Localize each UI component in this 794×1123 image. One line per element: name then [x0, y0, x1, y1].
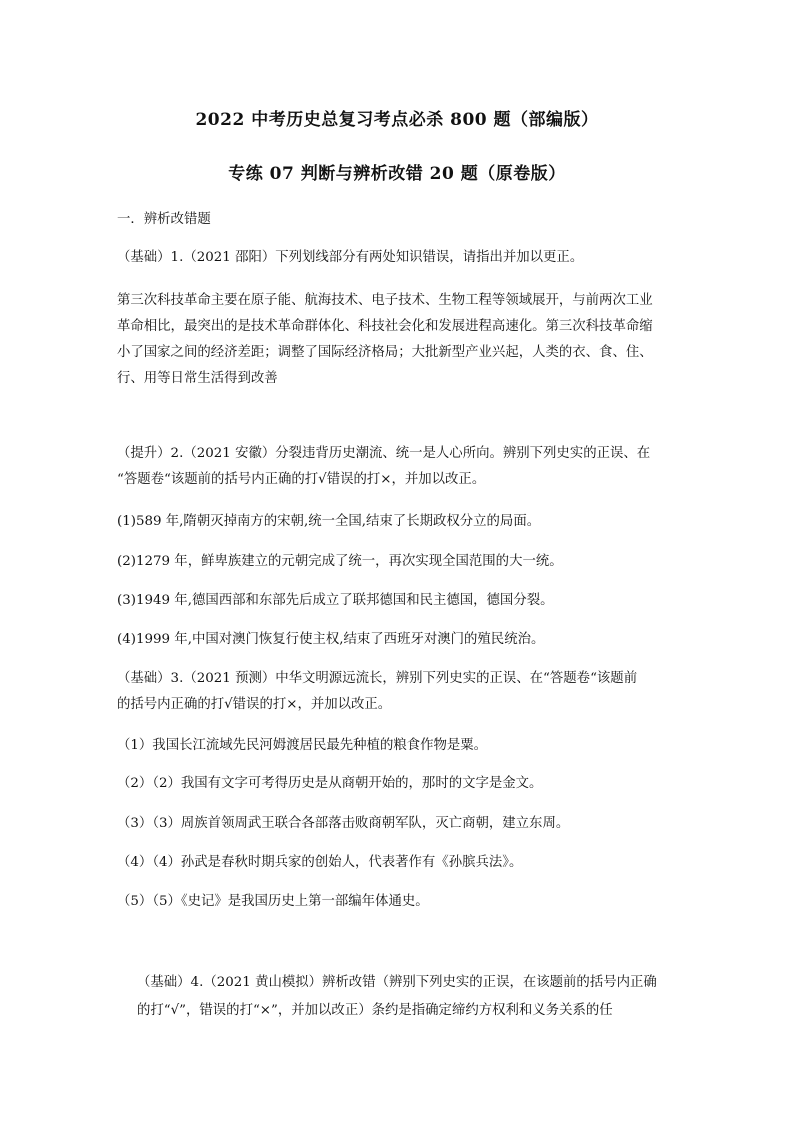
q1-body-line: 小了国家之间的经济差距；调整了国际经济格局；大批新型产业兴起，人类的衣、食、住、 — [117, 345, 653, 360]
q1-body-line: 第三次科技革命主要在原子能、航海技术、电子技术、生物工程等领域展开，与前两次工业 — [117, 293, 653, 308]
q3-item: （4）（4）孙武是春秋时期兵家的创始人，代表著作有《孙膑兵法》。 — [117, 855, 523, 870]
q3-item: （1）我国长江流域先民河姆渡居民最先种植的粮食作物是粟。 — [117, 738, 488, 753]
q2-item: (2)1279 年，鲜卑族建立的元朝完成了统一，再次实现全国范围的大一统。 — [117, 554, 563, 569]
section-heading: 一．辨析改错题 — [117, 212, 211, 227]
q1-prompt: （基础）1.（2021 邵阳）下列划线部分有两处知识错误，请指出并加以更正。 — [117, 250, 584, 265]
q3-item: （2）（2）我国有文字可考得历史是从商朝开始的，那时的文字是金文。 — [117, 776, 543, 791]
q4-prompt-line: 的打“√”，错误的打“×”，并加以改正）条约是指确定缔约方权利和义务关系的任 — [137, 1003, 613, 1018]
document-subtitle: 专练 07 判断与辨析改错 20 题（原卷版） — [228, 164, 566, 184]
q4-prompt-line: （基础）4.（2021 黄山模拟）辨析改错（辨别下列史实的正误，在该题前的括号内正确 — [137, 975, 657, 990]
document-title: 2022 中考历史总复习考点必杀 800 题（部编版） — [195, 110, 599, 130]
q2-item: (1)589 年,隋朝灭掉南方的宋朝,统一全国,结束了长期政权分立的局面。 — [117, 514, 541, 529]
q1-body-line: 行、用等日常生活得到改善 — [117, 371, 278, 386]
q3-item: （5）（5）《史记》是我国历史上第一部编年体通史。 — [117, 894, 429, 909]
q3-prompt-line: 的括号内正确的打√错误的打×，并加以改正。 — [117, 697, 392, 712]
q2-prompt-line: （提升）2.（2021 安徽）分裂违背历史潮流、统一是人心所向。辨别下列史实的正误、在 — [117, 446, 651, 461]
q2-item: (3)1949 年,德国西部和东部先后成立了联邦德国和民主德国，德国分裂。 — [117, 593, 554, 608]
q1-body-line: 革命相比，最突出的是技术革命群体化、科技社会化和发展进程高速化。第三次科技革命缩 — [117, 319, 653, 334]
q3-item: （3）（3）周族首领周武王联合各部落击败商朝军队，灭亡商朝，建立东周。 — [117, 816, 570, 831]
q2-item: (4)1999 年,中国对澳门恢复行使主权,结束了西班牙对澳门的殖民统治。 — [117, 632, 545, 647]
q2-prompt-line: “答题卷“该题前的括号内正确的打√错误的打×，并加以改正。 — [117, 472, 486, 487]
q3-prompt-line: （基础）3.（2021 预测）中华文明源远流长，辨别下列史实的正误、在“答题卷“该题前 — [117, 671, 638, 686]
